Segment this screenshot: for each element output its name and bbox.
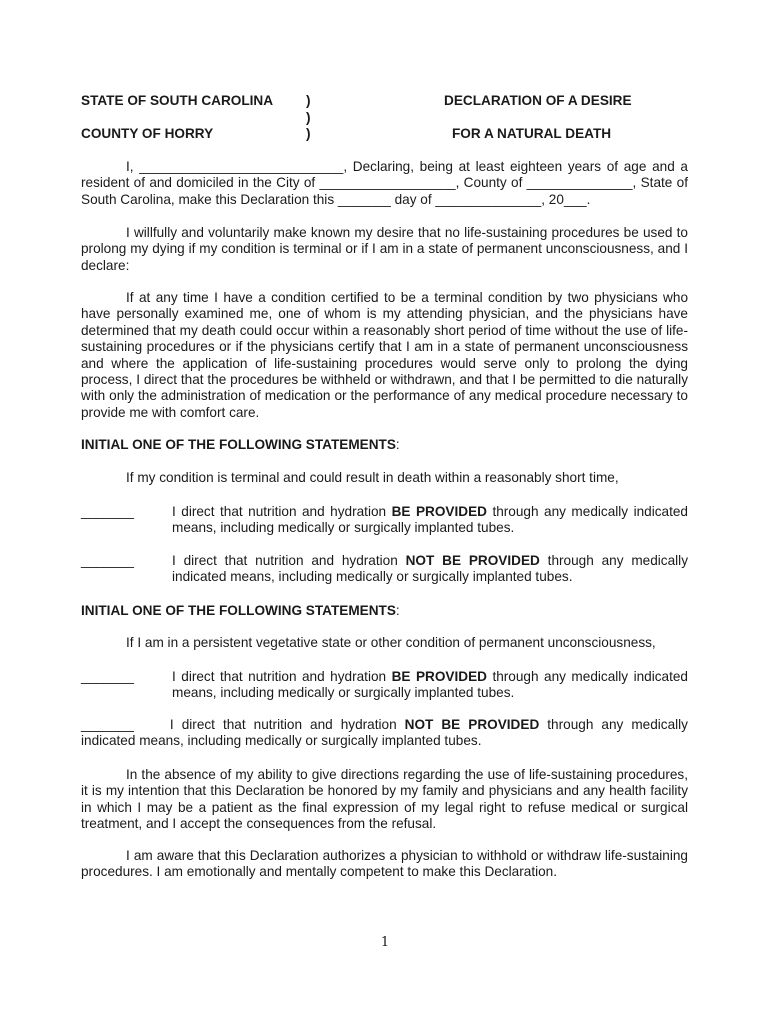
- option-text-bold: BE PROVIDED: [391, 669, 487, 684]
- absence-text: In the absence of my ability to give directions regarding the use of life-sustaining procedures, it is my intention that this Declaration be honored by my family and physicians and any health facility in which I may be a patient as the final expression of my legal right to refuse medical or surgical treatment, and I accept the consequences from the refusal.: [81, 767, 688, 832]
- caption-block: [81, 93, 691, 149]
- section1-heading-text: INITIAL ONE OF THE FOLLOWING STATEMENTS: [81, 437, 396, 452]
- option-text-pre: I direct that nutrition and hydration: [172, 553, 406, 568]
- option-text: [172, 553, 688, 586]
- option-text-pre: I direct that nutrition and hydration: [169, 717, 405, 732]
- section2-option-be-provided: [81, 669, 688, 702]
- willfully-paragraph: [81, 225, 688, 274]
- option-text-pre: I direct that nutrition and hydration: [172, 504, 392, 519]
- section1-intro: If my condition is terminal and could result in death within a reasonably short time,: [126, 470, 619, 485]
- initial-blank[interactable]: _______: [81, 504, 134, 519]
- section2-heading: [81, 603, 400, 618]
- option-text-post: through any medically indicated means, including medically or surgically implanted tubes.: [172, 553, 688, 585]
- option-text-pre: I direct that nutrition and hydration: [172, 669, 392, 684]
- aware-text: I am aware that this Declaration authorizes a physician to withhold or withdraw life-sustaining procedures. I am emotionally and mentally competent to make this Declaration.: [81, 848, 688, 880]
- condition-paragraph: [81, 290, 688, 421]
- initial-blank[interactable]: _______: [81, 553, 134, 568]
- option-text: [172, 669, 688, 702]
- county-label: COUNTY OF HORRY: [81, 126, 214, 141]
- option-text-post: through any medically indicated means, including medically or surgically implanted tubes.: [172, 669, 688, 701]
- option-text: [81, 717, 688, 750]
- option-text-post: through any medically indicated means, including medically or surgically implanted tubes.: [172, 504, 688, 536]
- option-text-bold: BE PROVIDED: [391, 504, 487, 519]
- option-text: [172, 504, 688, 537]
- section2-option-not-be-provided: [81, 717, 688, 750]
- aware-paragraph: [81, 848, 688, 881]
- willfully-text: I willfully and voluntarily make known my desire that no life-sustaining procedures be used to prolong my dying if my condition is terminal or if I am in a state of permanent unconsciousness, and I declare:: [81, 225, 688, 273]
- initial-blank[interactable]: _______: [81, 717, 134, 732]
- initial-blank[interactable]: _______: [81, 669, 134, 684]
- section1-option-be-provided: [81, 504, 688, 537]
- option-text-bold: NOT BE PROVIDED: [404, 717, 540, 732]
- caption-paren: ): [306, 109, 311, 125]
- document-title-line2: FOR A NATURAL DEATH: [452, 126, 612, 141]
- state-label: STATE OF SOUTH CAROLINA: [81, 93, 274, 108]
- condition-text: If at any time I have a condition certified to be a terminal condition by two physicians who have personally examined me, one of whom is my attending physician, and the physicians have determined that my death could occur within a reasonably short period of time without the use of life-sustaining procedures or if the physicians certify that I am in a state of permanent unconsciousness and where the application of life-sustaining procedures would serve only to prolong the dying process, I direct that the procedures be withheld or withdrawn, and that I be permitted to die naturally with only the administration of medication or the performance of any medical procedure necessary to provide me with comfort care.: [81, 290, 688, 420]
- section1-heading: [81, 437, 400, 452]
- section1-option-not-be-provided: [81, 553, 688, 586]
- option-text-post: through any medically indicated means, including medically or surgically implanted tubes.: [81, 717, 688, 749]
- document-title-line1: DECLARATION OF A DESIRE: [444, 93, 632, 108]
- absence-paragraph: [81, 767, 688, 833]
- declarant-text: I, ___________________________, Declaring, being at least eighteen years of age and a resident of and domiciled in the City of __________________, County of ______________, State of South Carolina, make this Declaration this _______ day of ______________, 20___.: [81, 159, 688, 207]
- caption-paren: ): [306, 93, 311, 108]
- option-text-bold: NOT BE PROVIDED: [405, 553, 540, 568]
- page-number: 1: [380, 935, 390, 950]
- section2-intro: If I am in a persistent vegetative state or other condition of permanent unconsciousness,: [126, 635, 656, 650]
- declarant-paragraph: [81, 159, 688, 208]
- section2-heading-colon: :: [395, 603, 400, 618]
- caption-paren: ): [306, 126, 311, 141]
- section2-heading-text: INITIAL ONE OF THE FOLLOWING STATEMENTS: [81, 603, 396, 618]
- section1-heading-colon: :: [395, 437, 400, 452]
